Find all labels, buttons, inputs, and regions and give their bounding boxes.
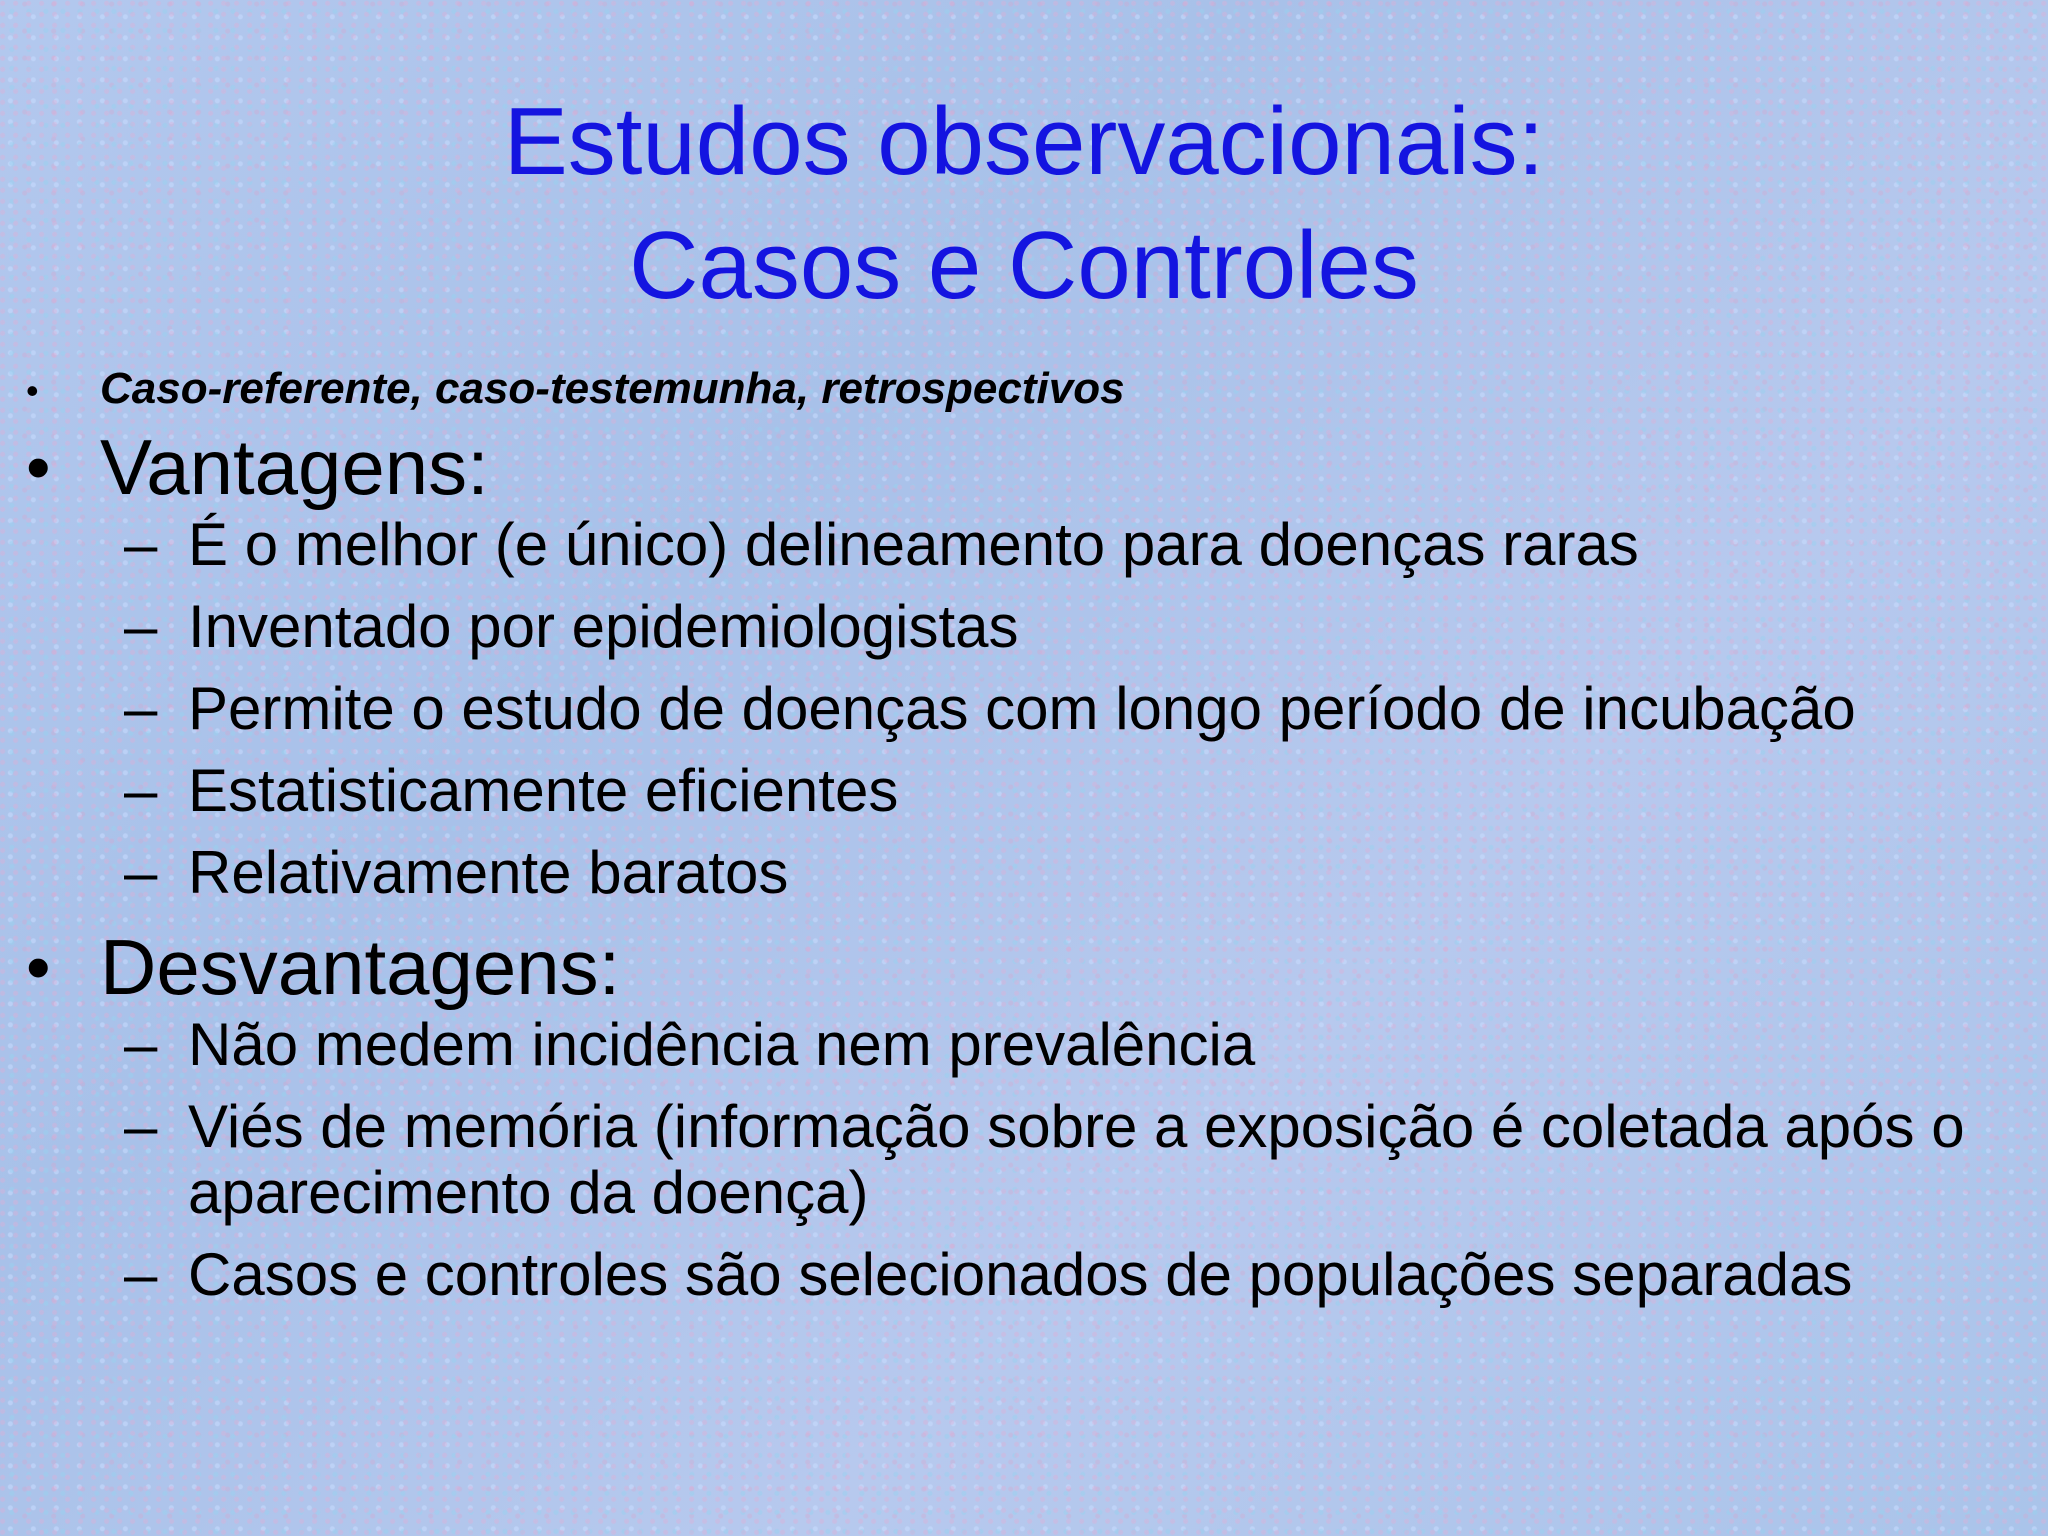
intro-bullet — [0, 360, 2048, 418]
disadvantages-heading-text: Desvantagens: — [100, 923, 621, 1011]
advantage-item-text: Inventado por epidemiologistas — [188, 593, 1019, 660]
advantages-heading-text: Vantagens: — [100, 423, 489, 511]
slide-title-line-1: Estudos observacionais: — [503, 88, 1545, 195]
disadvantage-item — [0, 1094, 2048, 1226]
bullet-list — [0, 360, 2048, 1324]
disadvantages-list — [0, 1012, 2048, 1308]
dash-marker: – — [124, 1011, 158, 1078]
advantage-item — [0, 758, 2048, 824]
advantage-item — [0, 676, 2048, 742]
advantages-list — [0, 512, 2048, 906]
disadvantage-item — [0, 1242, 2048, 1308]
advantage-item-text: Estatisticamente eficientes — [188, 757, 899, 824]
dash-marker: – — [124, 593, 158, 660]
advantage-item — [0, 594, 2048, 660]
dash-marker: – — [124, 1241, 158, 1308]
advantage-item-text: Permite o estudo de doenças com longo período de incubação — [188, 675, 1856, 742]
intro-bullet-text: Caso-referente, caso-testemunha, retrospectivos — [100, 364, 1125, 413]
bullet-marker: • — [26, 370, 39, 411]
advantage-item — [0, 512, 2048, 578]
bullet-marker: • — [26, 428, 51, 506]
disadvantage-item — [0, 1012, 2048, 1078]
advantage-item-text: Relativamente baratos — [188, 839, 789, 906]
slide-title-line-2: Casos e Controles — [629, 212, 1419, 319]
dash-marker: – — [124, 1093, 158, 1160]
advantage-item-text: É o melhor (e único) delineamento para doenças raras — [188, 511, 1639, 578]
disadvantage-item-text: Casos e controles são selecionados de populações separadas — [188, 1241, 1853, 1308]
slide-title — [0, 80, 2048, 328]
dash-marker: – — [124, 511, 158, 578]
bullet-marker: • — [26, 928, 51, 1006]
dash-marker: – — [124, 757, 158, 824]
advantages-heading — [0, 422, 2048, 512]
dash-marker: – — [124, 839, 158, 906]
dash-marker: – — [124, 675, 158, 742]
disadvantage-item-text: Viés de memória (informação sobre a exposição é coletada após o aparecimento da doença) — [188, 1093, 1965, 1226]
disadvantages-heading — [0, 922, 2048, 1012]
advantage-item — [0, 840, 2048, 906]
disadvantage-item-text: Não medem incidência nem prevalência — [188, 1011, 1256, 1078]
